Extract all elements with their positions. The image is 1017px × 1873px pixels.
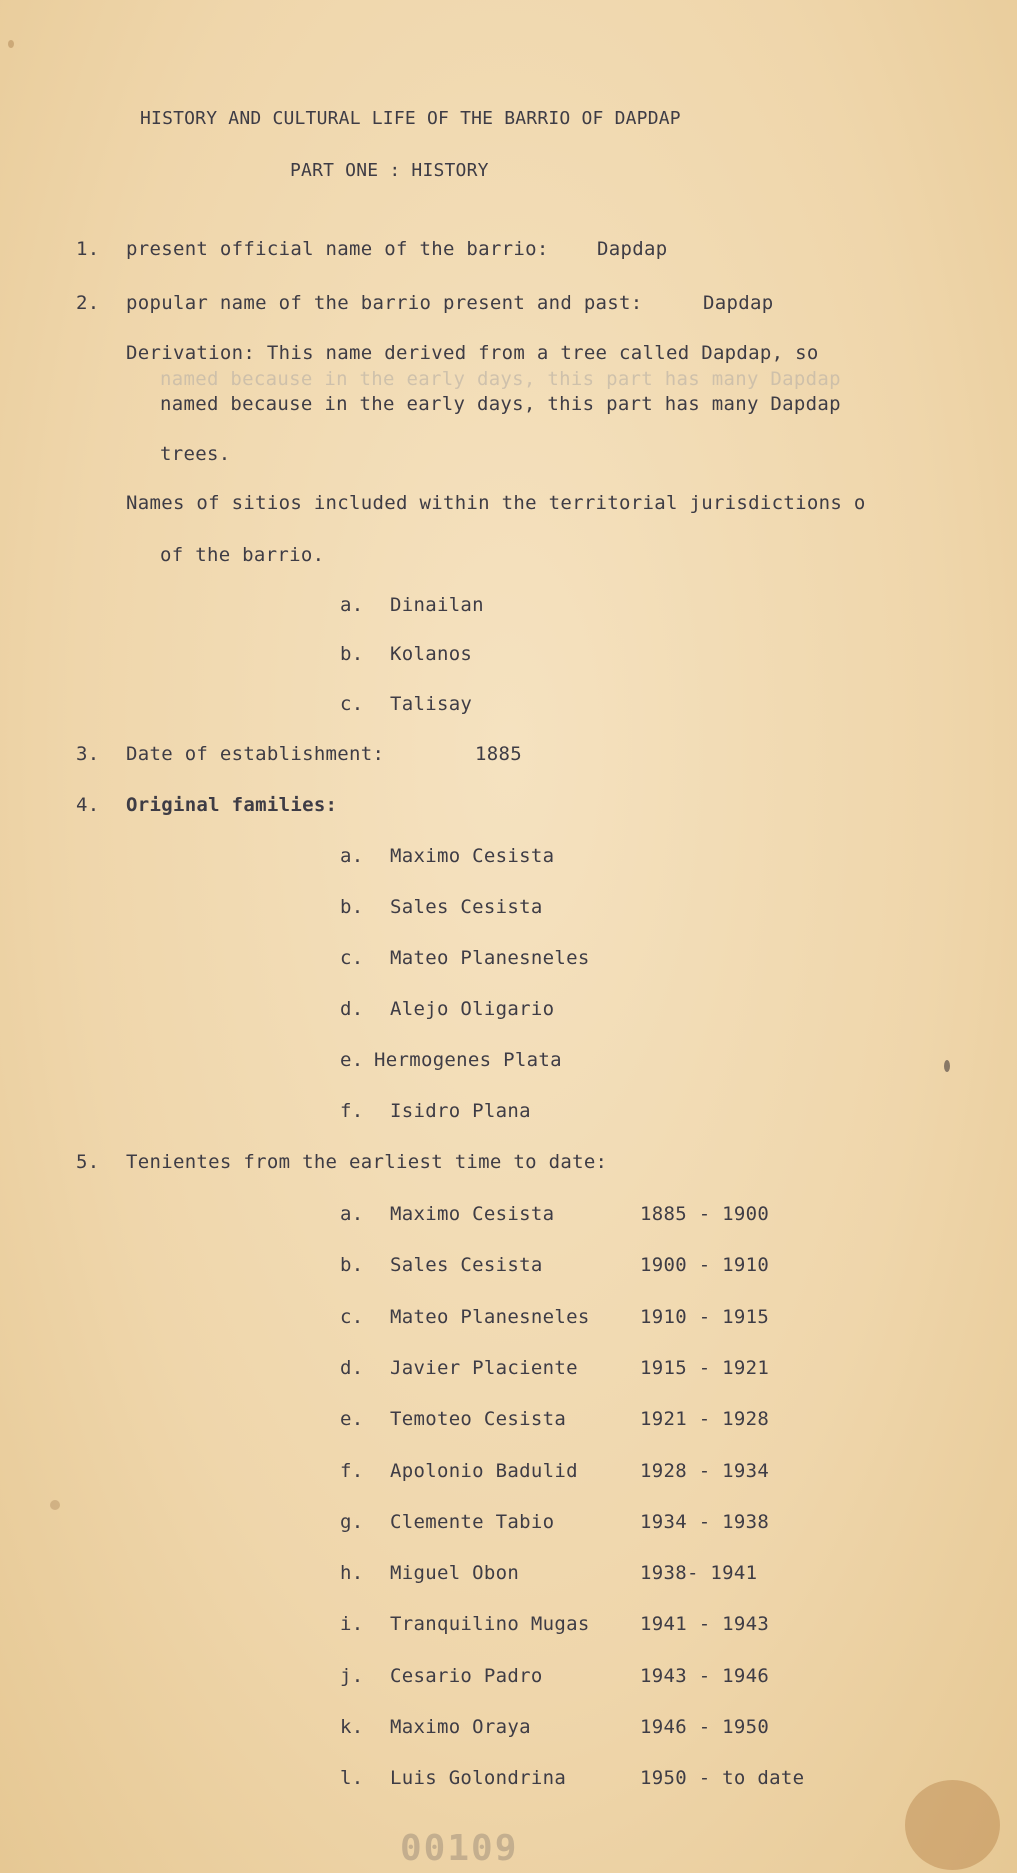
list-letter: a.: [340, 845, 364, 867]
list-letter: g.: [340, 1511, 364, 1533]
popular-name-label: popular name of the barrio present and past:: [126, 292, 643, 314]
list-letter: k.: [340, 1716, 364, 1738]
stain-mark: [50, 1500, 60, 1510]
stain-mark: [944, 1060, 950, 1072]
item-number: 4.: [76, 794, 100, 816]
sitios-label: of the barrio.: [160, 544, 325, 566]
teniente-years: 1934 - 1938: [640, 1511, 770, 1533]
teniente-name: Maximo Oraya: [390, 1716, 531, 1738]
teniente-name: Luis Golondrina: [390, 1767, 567, 1789]
teniente-name: Mateo Planesneles: [390, 1306, 590, 1328]
teniente-years: 1885 - 1900: [640, 1203, 770, 1225]
list-letter: c.: [340, 947, 364, 969]
official-name-label: present official name of the barrio:: [126, 238, 549, 260]
list-letter: e.: [340, 1408, 364, 1430]
teniente-years: 1938- 1941: [640, 1562, 758, 1584]
official-name-value: Dapdap: [597, 238, 668, 260]
teniente-years: 1910 - 1915: [640, 1306, 770, 1328]
item-number: 3.: [76, 743, 100, 765]
sitio-name: Kolanos: [390, 643, 473, 665]
teniente-name: Apolonio Badulid: [390, 1460, 578, 1482]
list-letter: c.: [340, 1306, 364, 1328]
sitios-label: Names of sitios included within the territorial jurisdictions o: [126, 492, 866, 514]
teniente-years: 1950 - to date: [640, 1767, 805, 1789]
list-letter: i.: [340, 1613, 364, 1635]
document-title: HISTORY AND CULTURAL LIFE OF THE BARRIO OF DAPDAP: [140, 108, 681, 129]
tenientes-label: Tenientes from the earliest time to date:: [126, 1151, 608, 1173]
family-name: Maximo Cesista: [390, 845, 555, 867]
popular-name-value: Dapdap: [703, 292, 774, 314]
derivation-line: named because in the early days, this part has many Dapdap: [160, 393, 841, 415]
item-number: 2.: [76, 292, 100, 314]
list-letter: b.: [340, 643, 364, 665]
teniente-years: 1943 - 1946: [640, 1665, 770, 1687]
list-letter: j.: [340, 1665, 364, 1687]
family-name: Isidro Plana: [390, 1100, 531, 1122]
teniente-name: Cesario Padro: [390, 1665, 543, 1687]
teniente-years: 1928 - 1934: [640, 1460, 770, 1482]
families-label: Original families:: [126, 794, 338, 816]
list-letter: f.: [340, 1460, 364, 1482]
list-letter: l.: [340, 1767, 364, 1789]
teniente-name: Clemente Tabio: [390, 1511, 555, 1533]
list-letter: a.: [340, 1203, 364, 1225]
family-name: Sales Cesista: [390, 896, 543, 918]
list-letter: d.: [340, 1357, 364, 1379]
teniente-years: 1900 - 1910: [640, 1254, 770, 1276]
teniente-name: Sales Cesista: [390, 1254, 543, 1276]
sitio-name: Talisay: [390, 693, 473, 715]
teniente-name: Tranquilino Mugas: [390, 1613, 590, 1635]
teniente-name: Maximo Cesista: [390, 1203, 555, 1225]
teniente-name: Javier Placiente: [390, 1357, 578, 1379]
derivation-faint-line: named because in the early days, this part has many Dapdap: [160, 368, 841, 390]
sitio-name: Dinailan: [390, 594, 484, 616]
list-letter: h.: [340, 1562, 364, 1584]
family-name: Mateo Planesneles: [390, 947, 590, 969]
teniente-name: Temoteo Cesista: [390, 1408, 567, 1430]
stain-mark: [8, 40, 14, 48]
part-heading: PART ONE : HISTORY: [290, 160, 489, 181]
establishment-label: Date of establishment:: [126, 743, 385, 765]
teniente-years: 1915 - 1921: [640, 1357, 770, 1379]
family-name: Hermogenes Plata: [374, 1049, 562, 1071]
teniente-years: 1946 - 1950: [640, 1716, 770, 1738]
derivation-line: Derivation: This name derived from a tree called Dapdap, so: [126, 342, 819, 364]
archive-stamp: 00109: [400, 1828, 519, 1869]
derivation-line: trees.: [160, 443, 231, 465]
list-letter: d.: [340, 998, 364, 1020]
teniente-years: 1941 - 1943: [640, 1613, 770, 1635]
list-letter: a.: [340, 594, 364, 616]
list-letter: f.: [340, 1100, 364, 1122]
item-number: 5.: [76, 1151, 100, 1173]
list-letter: e.: [340, 1049, 364, 1071]
list-letter: c.: [340, 693, 364, 715]
family-name: Alejo Oligario: [390, 998, 555, 1020]
teniente-name: Miguel Obon: [390, 1562, 520, 1584]
item-number: 1.: [76, 238, 100, 260]
list-letter: b.: [340, 896, 364, 918]
establishment-date: 1885: [475, 743, 522, 765]
list-letter: b.: [340, 1254, 364, 1276]
stain-mark: [905, 1780, 1000, 1870]
teniente-years: 1921 - 1928: [640, 1408, 770, 1430]
